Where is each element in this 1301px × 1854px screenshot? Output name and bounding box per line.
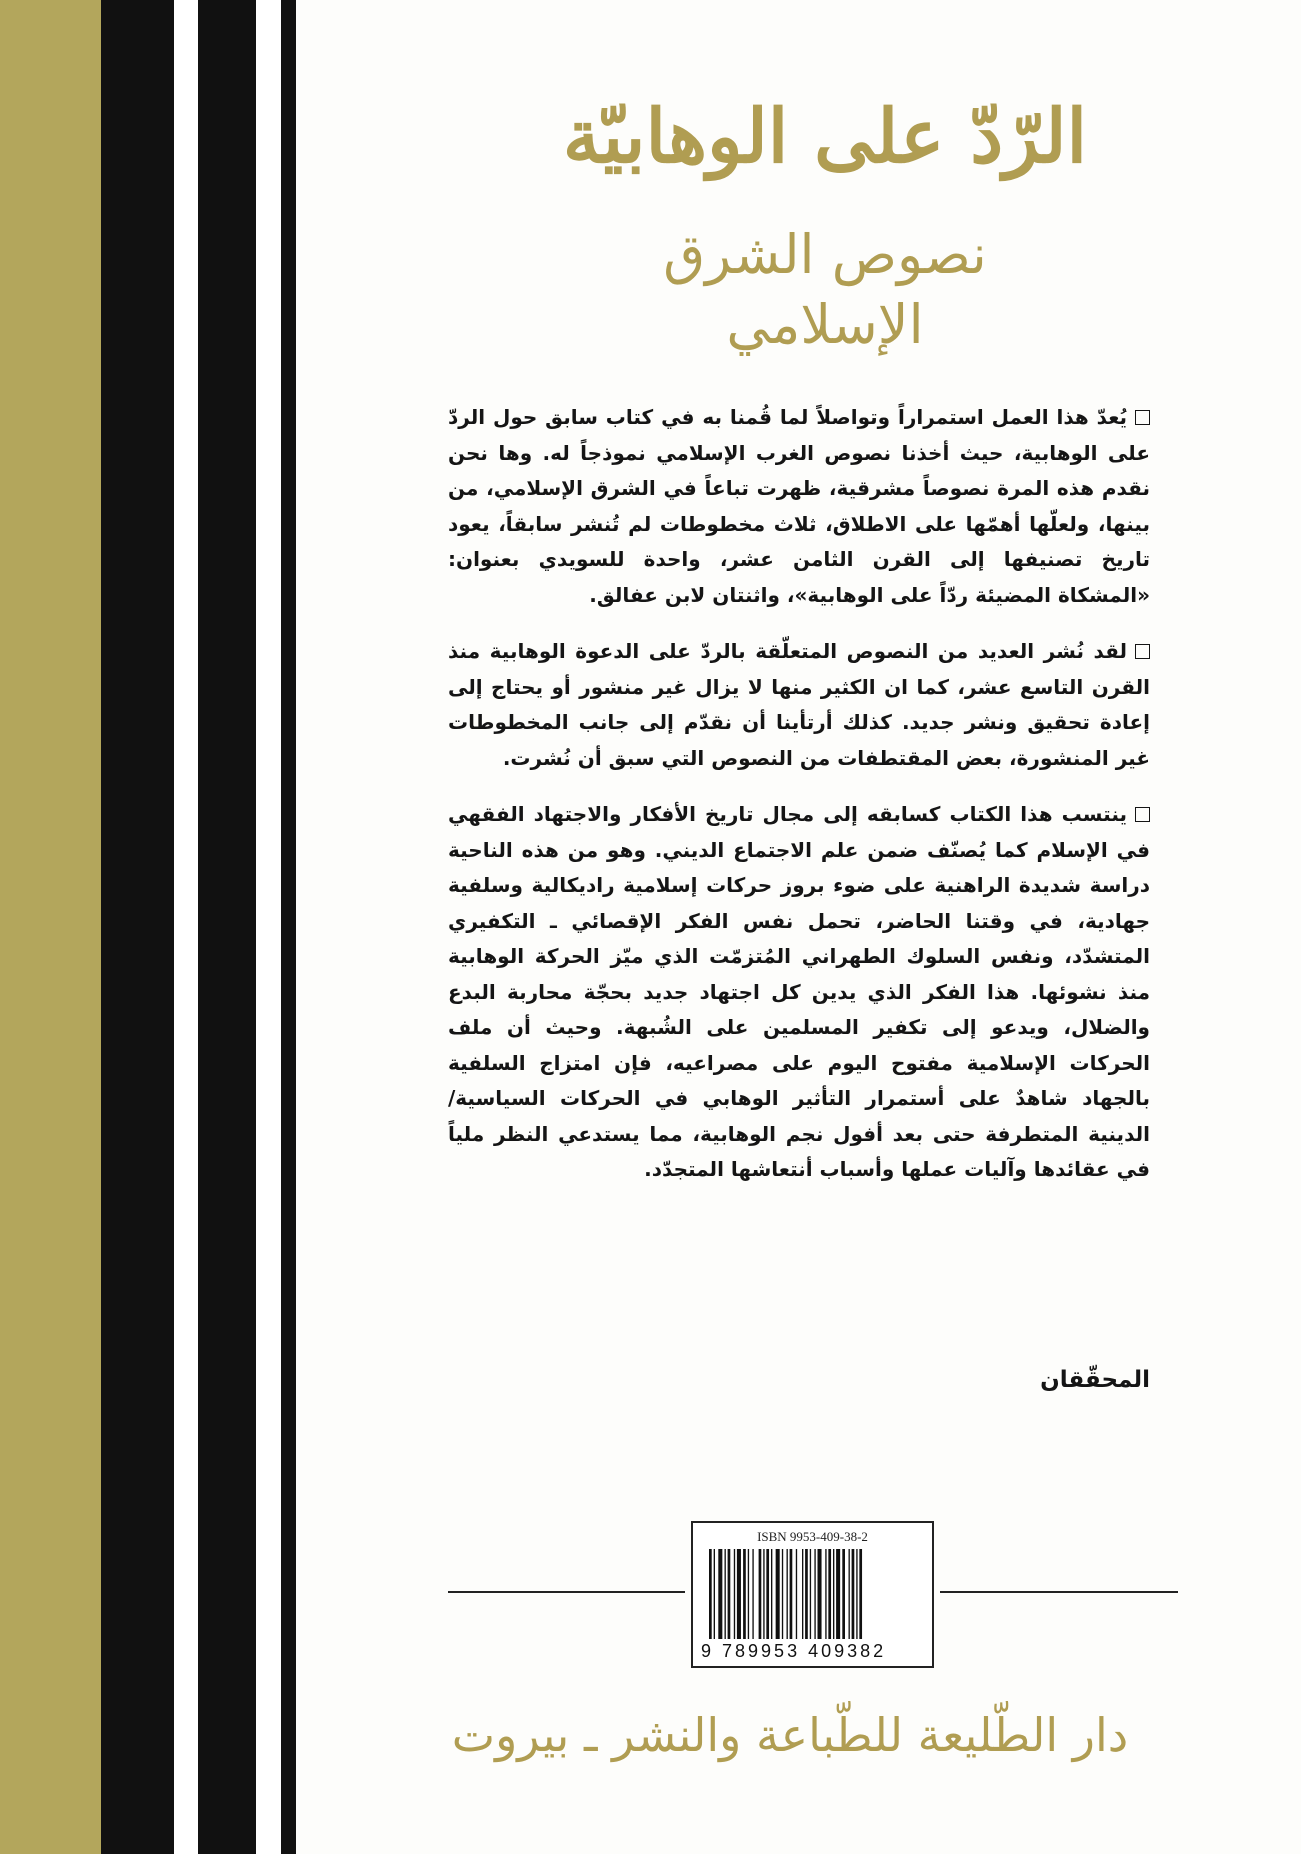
black-side-stripe-3 [281, 0, 296, 1854]
book-subtitle: نصوص الشرق الإسلامي [663, 223, 987, 356]
blurb-paragraph: يُعدّ هذا العمل استمراراً وتواصلاً لما قُمنا به في كتاب سابق حول الردّ على الوهابية، حيث أخذنا نصوص الغرب الإسلامي نموذجاً له. وها نحن نقدم هذه المرة نصوصاً مشرقية، ظهرت تباعاً في الشرق الإسلامي، من بينها، ولعلّها أهمّها على الاطلاق، ثلاث مخطوطات لم تُنشر سابقاً، يعود تاريخ تصنيفها إلى القرن الثامن عشر، واحدة للسويدي بعنوان: «المشكاة المضيئة ردّاً على الوهابية»، واثنتان لابن عفالق. [448, 405, 1150, 607]
black-side-stripe-2 [198, 0, 256, 1854]
isbn-label: ISBN 9953-409-38-2 [757, 1529, 868, 1544]
white-side-stripe-2 [256, 0, 281, 1854]
square-bullet-icon [1135, 807, 1150, 822]
divider-right [940, 1591, 1178, 1593]
blurb-paragraph: لقد نُشر العديد من النصوص المتعلّقة بالردّ على الدعوة الوهابية منذ القرن التاسع عشر، كما ان الكثير منها لا يزال غير منشور أو يحتاج إلى إعادة تحقيق ونشر جديد. كذلك أرتأينا أن نقدّم إلى جانب المخطوطات غير المنشورة، بعض المقتطفات من النصوص التي سبق أن نُشرت. [448, 639, 1150, 770]
white-side-stripe-1 [174, 0, 198, 1854]
square-bullet-icon [1135, 644, 1150, 659]
gold-side-stripe [0, 0, 101, 1854]
signature: المحقّقان [1040, 1367, 1150, 1393]
divider-left [448, 1591, 685, 1593]
square-bullet-icon [1135, 410, 1150, 425]
barcode-block [691, 1521, 934, 1668]
black-side-stripe-1 [101, 0, 174, 1854]
blurb-paragraph: ينتسب هذا الكتاب كسابقه إلى مجال تاريخ الأفكار والاجتهاد الفقهي في الإسلام كما يُصنّف ضمن علم الاجتماع الديني. وهو من هذه الناحية دراسة شديدة الراهنية على ضوء بروز حركات إسلامية راديكالية وسلفية جهادية، في وقتنا الحاضر، تحمل نفس الفكر الإقصائي ـ التكفيري المتشدّد، ونفس السلوك الطهراني المُتزمّت الذي ميّز الحركة الوهابية منذ نشوئها. هذا الفكر الذي يدين كل اجتهاد جديد بحجّة محاربة البدع والضلال، ويدعو إلى تكفير المسلمين على الشُبهة. وحيث أن ملف الحركات الإسلامية مفتوح اليوم على مصراعيه، فإن امتزاج السلفية بالجهاد شاهدٌ على أستمرار التأثير الوهابي في الحركات السياسية/ الدينية المتطرفة حتى بعد أفول نجم الوهابية، مما يستدعي النظر ملياً في عقائدها وآليات عملها وأسباب أنتعاشها المتجدّد. [448, 802, 1150, 1181]
book-title: الرّدّ على الوهابيّة [562, 94, 1088, 180]
publisher-name: دار الطّليعة للطّباعة والنشر ـ بيروت [451, 1708, 1129, 1762]
barcode-icon [709, 1549, 919, 1639]
blurb [448, 400, 1150, 1209]
ean-digits: 9 789953 409382 [701, 1641, 887, 1661]
